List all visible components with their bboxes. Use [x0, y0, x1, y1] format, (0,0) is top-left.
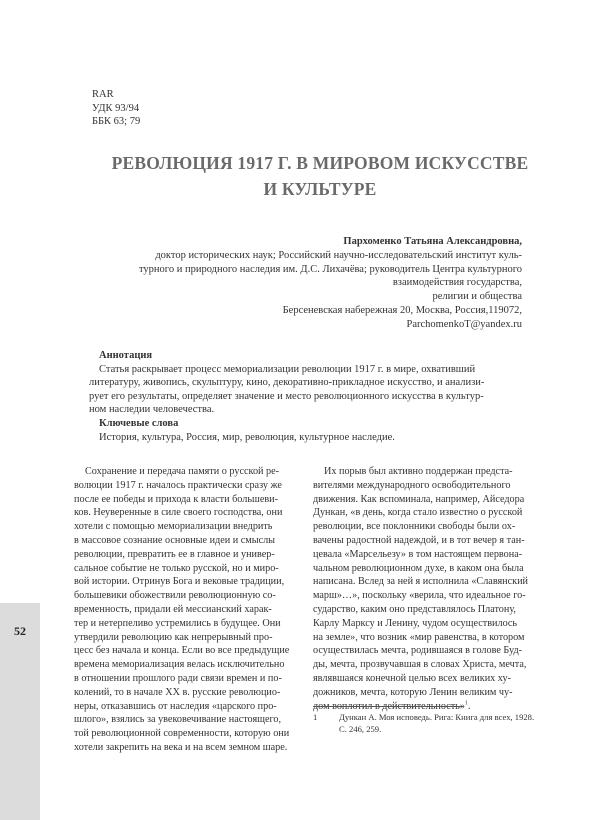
rar-code: RAR: [92, 89, 114, 100]
body-line: в отношении прошлого ради связи времен и по-: [74, 672, 282, 684]
body-line: сальное событие не только русской, но и миро-: [74, 562, 279, 574]
keywords-text: История, культура, Россия, мир, революция, культурное наследие.: [99, 431, 395, 443]
article-title: [40, 150, 600, 202]
author-affiliation-line: доктор исторических наук; Российский научно-исследовательский институт куль-: [155, 249, 522, 261]
classification-block: [92, 88, 140, 129]
footnote-text: Дункан А. Моя исповедь. Рига: Книга для всех, 1928.: [339, 712, 535, 722]
body-line: вой истории. Отринув Бога и вековые традиции,: [74, 576, 285, 588]
body-line: вителями международного освободительного: [313, 479, 511, 491]
body-line: движения. Как вспоминала, например, Айседора: [313, 493, 525, 505]
author-block: [82, 235, 522, 332]
body-line: колений, то в начале XX в. русские революцио-: [74, 686, 281, 698]
body-line: волюции 1917 г. началось практически сразу же: [74, 479, 282, 491]
body-line: Дункан, «в день, когда стало известно о русской: [313, 507, 523, 519]
footnote-mark: 1: [313, 712, 318, 722]
body-line: революции, все поклонники свободы были ох-: [313, 521, 516, 533]
body-line: хотели с помощью мемориализации внедрить: [74, 521, 273, 533]
author-affiliation-line: турного и природного наследия им. Д.С. Лихачёва; руководитель Центра культурного: [138, 263, 522, 275]
footnote: [313, 712, 553, 735]
body-column-right: [313, 465, 531, 713]
footnote-divider: [313, 706, 463, 707]
body-line: цевала «Марсельезу» в том настоящем первона-: [313, 548, 523, 560]
author-affiliation-line: религии и общества: [432, 291, 522, 303]
abstract-line: ном наследии человечества.: [89, 404, 215, 416]
abstract-block: [89, 349, 529, 444]
page-number: 52: [14, 624, 26, 638]
title-line: РЕВОЛЮЦИЯ 1917 Г. В МИРОВОМ ИСКУССТВЕ: [111, 153, 529, 173]
body-line: Их порыв был активно поддержан предста-: [324, 466, 513, 477]
body-line: дом воплотил в действительность»$^1$.: [313, 700, 471, 712]
body-line: неры, отказавшись от наследия «царского про-: [74, 700, 277, 712]
body-line: на земле», что возник «мир равенства, в котором: [313, 631, 525, 643]
footnote-text-cont: С. 246, 259.: [339, 723, 382, 734]
author-affiliation-line: взаимодействия государства,: [392, 277, 522, 289]
author-address: Берсеневская набережная 20, Москва, Россия,119072,: [282, 304, 522, 316]
abstract-heading: Аннотация: [99, 350, 153, 361]
author-email: ParchomenkoT@yandex.ru: [406, 318, 522, 330]
body-line: тер и нетерпеливо устремились в будущее. Они: [74, 617, 281, 629]
title-line: И КУЛЬТУРЕ: [263, 179, 377, 199]
keywords-heading: Ключевые слова: [99, 417, 179, 429]
body-line: Сохранение и передача памяти о русской ре-: [85, 466, 280, 477]
body-line: ков. Неуверенные в силе своего господства, они: [74, 507, 283, 519]
abstract-line: литературу, живопись, скульптуру, кино, декоративно-прикладное искусство, и анализи-: [89, 377, 485, 389]
abstract-line: Статья раскрывает процесс мемориализации революции 1917 г. в мире, охвативший: [99, 363, 476, 375]
body-line: вачены радостной надеждой, и в тот вечер я тан-: [313, 534, 525, 546]
body-line: являвшаяся конечной целью всех великих ху-: [313, 672, 511, 684]
body-line: после ее победы и прихода к власти большеви-: [74, 493, 279, 505]
body-line: революции, превратить ее в главное и универ-: [74, 548, 275, 560]
body-line: утвердили революцию как непрерывный про-: [74, 631, 273, 643]
body-line: Карлу Марксу и Ленину, чудом осуществилось: [313, 617, 518, 629]
body-column-left: [74, 465, 292, 755]
body-line: сударство, каким оно представлялось Платону,: [313, 603, 516, 615]
body-line: марш»…», поскольку «верила, что идеальное го-: [313, 590, 526, 602]
body-line: чальном революционном духе, в каком она была: [313, 562, 524, 574]
body-line: осуществилась мечта, родившаяся в голове Буд-: [313, 645, 523, 657]
body-line: той революционной современности, которую они: [74, 728, 290, 740]
author-name: Пархоменко Татьяна Александровна,: [343, 236, 522, 247]
footnote-reference[interactable]: 1: [464, 700, 468, 707]
body-line: дожников, мечта, которую Ленин великим чу-: [313, 686, 513, 698]
body-line: большевики обожествили революционную со-: [74, 590, 276, 602]
udk-code: УДК 93/94: [92, 102, 140, 114]
body-line: временность, придали ей мессианский харак-: [74, 603, 272, 615]
body-line-text: дом воплотил в действительность»: [313, 700, 465, 712]
body-line: цесс без начала и конца. Если во все предыдущие: [74, 645, 290, 657]
body-line: хотели закрепить на века и на всем земном шаре.: [74, 741, 288, 753]
body-line: ды, мечта, прозвучавшая в словах Христа, мечта,: [313, 659, 527, 671]
body-line: шлого», взялись за увековечивание настоящего,: [74, 714, 282, 726]
body-line: времена мемориализация велась исключительно: [74, 659, 285, 671]
body-line: написана. Вслед за ней я исполнила «Славянский: [313, 576, 529, 588]
bbk-code: ББК 63; 79: [92, 116, 141, 127]
abstract-line: рует его результаты, определяет значение и место революционного искусства в культур-: [89, 390, 484, 402]
body-line: в массовое сознание основные идеи и смыслы: [74, 534, 276, 546]
